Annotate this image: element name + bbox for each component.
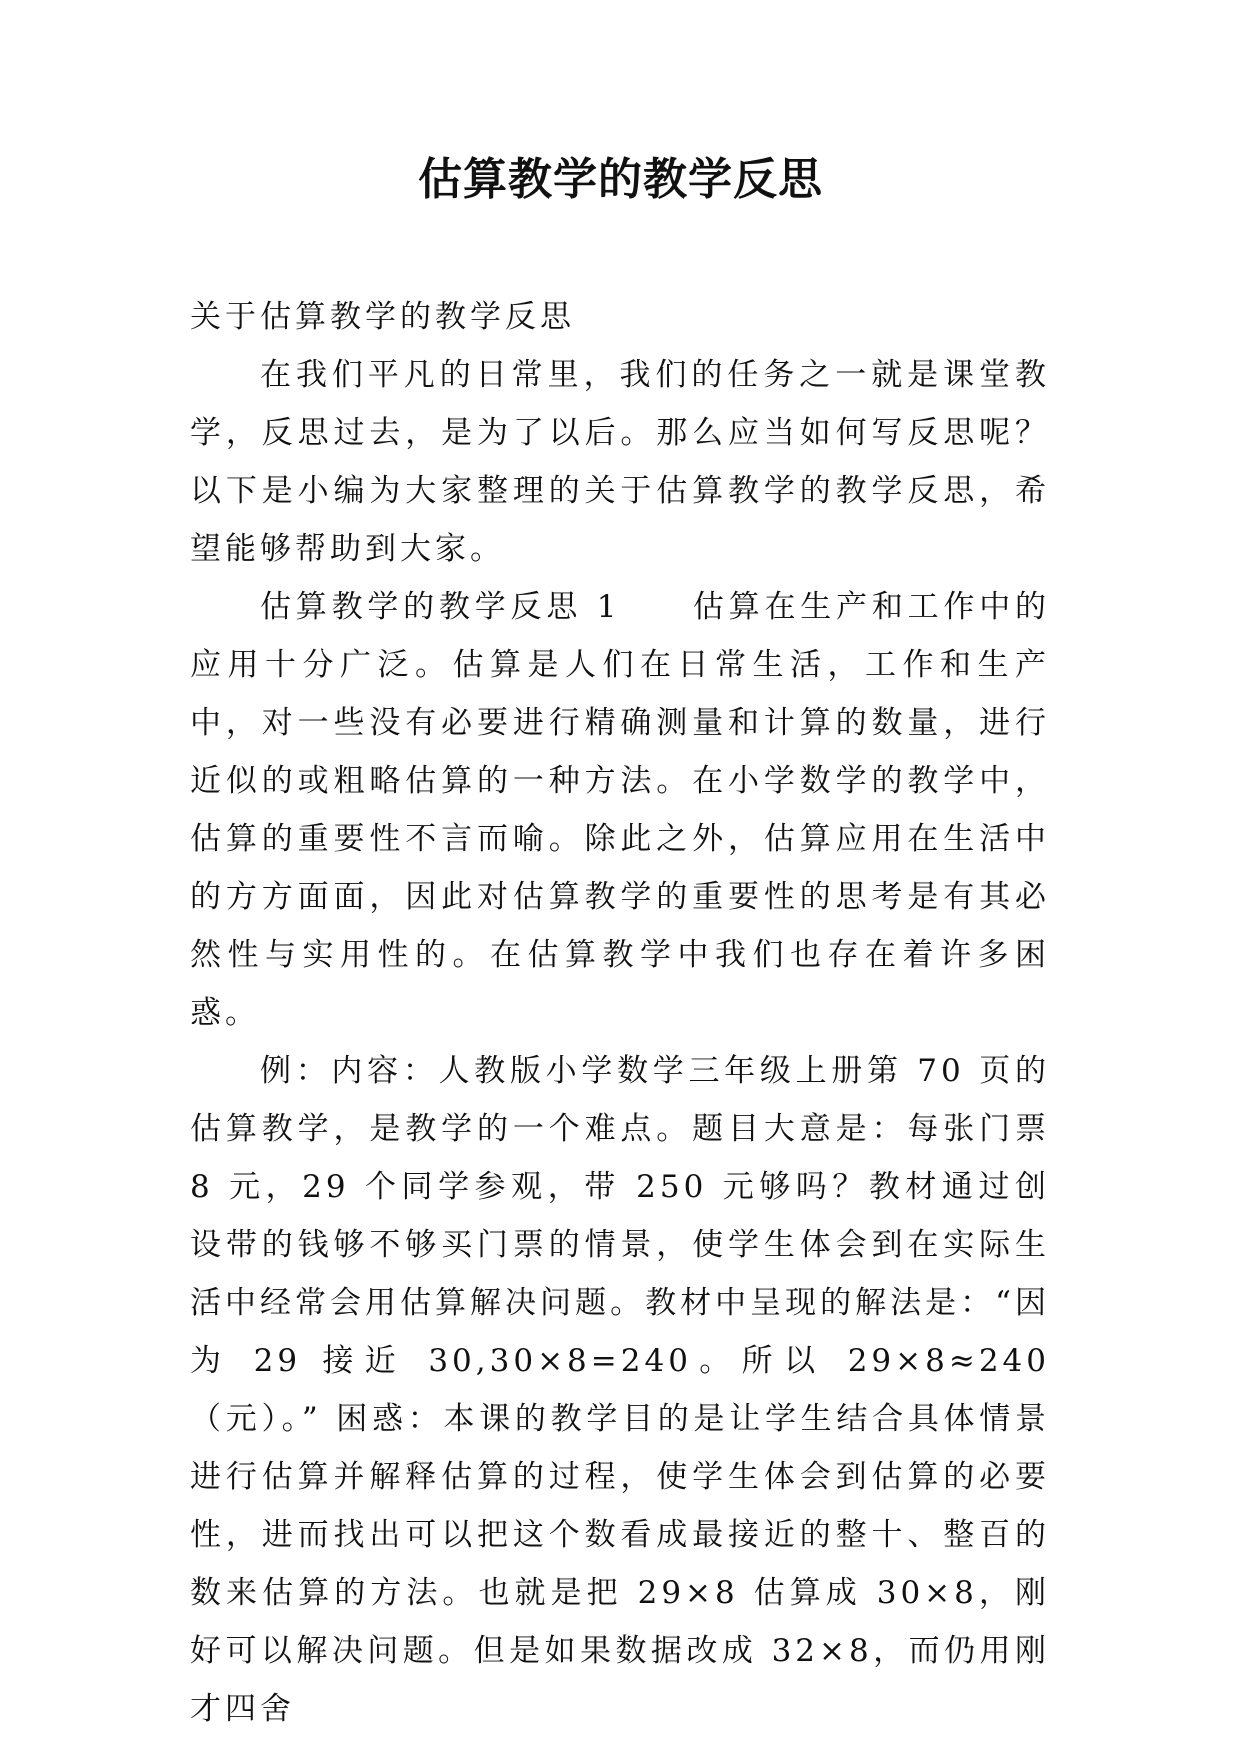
- subtitle-paragraph: 关于估算教学的教学反思: [190, 299, 575, 335]
- reflection-1-paragraph: 估算教学的教学反思 1 估算在生产和工作中的应用十分广泛。估算是人们在日常生活，工作和生产中，对一些没有必要进行精确测量和计算的数量，进行近似的或粗略估算的一种方法。在小学数学的教学中，估算的重要性不言而喻。除此之外，估算应用在生活中的方方面面，因此对估算教学的重要性的思考是有其必然性与实用性的。在估算教学中我们也存在着许多困惑。: [190, 589, 1050, 1031]
- intro-paragraph: 在我们平凡的日常里，我们的任务之一就是课堂教学，反思过去，是为了以后。那么应当如何写反思呢？以下是小编为大家整理的关于估算教学的教学反思，希望能够帮助到大家。: [190, 357, 1050, 567]
- document-body: [190, 288, 1050, 1738]
- example-paragraph: 例：内容：人教版小学数学三年级上册第 70 页的估算教学，是教学的一个难点。题目大意是：每张门票 8 元，29 个同学参观，带 250 元够吗？教材通过创设带的钱够不够买门票的情景，使学生体会到在实际生活中经常会用估算解决问题。教材中呈现的解法是：“因为 29 接近 30,30×8=240。所以 29×8≈240（元）。” 困惑：本课的教学目的是让学生结合具体情景进行估算并解释估算的过程，使学生体会到估算的必要性，进而找出可以把这个数看成最接近的整十、整百的数来估算的方法。也就是把 29×8 估算成 30×8，刚好可以解决问题。但是如果数据改成 32×8，而仍用刚才四舍: [190, 1053, 1050, 1727]
- document-title: 估算教学的教学反思: [418, 154, 823, 205]
